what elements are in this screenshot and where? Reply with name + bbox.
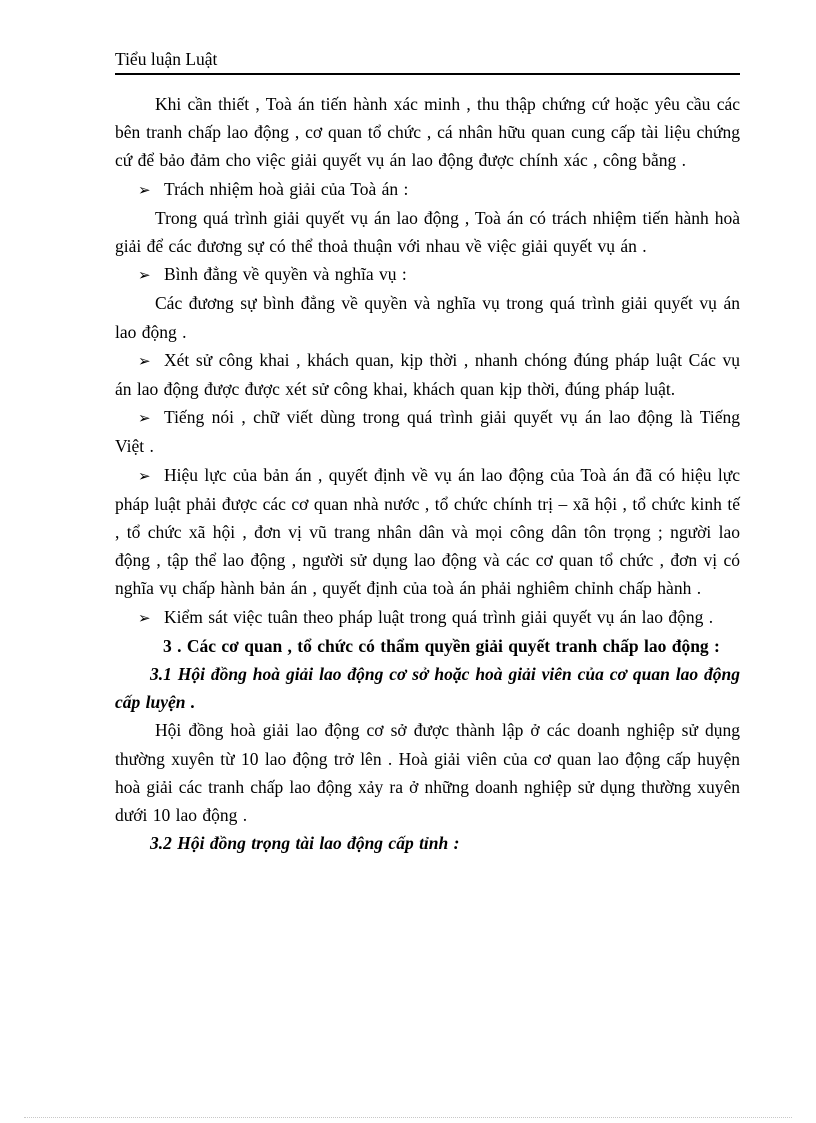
paragraph-equal-rights: Các đương sự bình đẳng về quyền và nghĩa vụ trong quá trình giải quyết vụ án lao động .: [115, 293, 740, 342]
document-title: Tiểu luận Luật: [115, 49, 218, 69]
bullet-text: Tiếng nói , chữ viết dùng trong quá trình giải quyết vụ án lao động là Tiếng Việt .: [115, 407, 740, 457]
bullet-text: Kiểm sát việc tuân theo pháp luật trong quá trình giải quyết vụ án lao động .: [164, 606, 714, 627]
bullet-public-trial: [115, 346, 740, 403]
bullet-text: Xét sử công khai , khách quan, kịp thời , nhanh chóng đúng pháp luật Các vụ án lao động được được xét sử công khai, khách quan kịp thời, đúng pháp luật.: [115, 349, 740, 400]
arrowhead-bullet-icon: ➢: [138, 180, 151, 199]
bullet-language: [115, 403, 740, 460]
bullet-text: Trách nhiệm hoà giải của Toà án :: [164, 178, 409, 199]
bullet-equal-rights: [115, 260, 740, 289]
bullet-conciliation-responsibility: [115, 175, 740, 204]
paragraph-evidence-collection: Khi cần thiết , Toà án tiến hành xác minh , thu thập chứng cứ hoặc yêu cầu các bên tranh chấp lao động , cơ quan tổ chức , cá nhân hữu quan cung cấp tài liệu chứng cứ để bảo đảm cho việc giải quyết vụ án lao động được chính xác , công bằng .: [115, 94, 740, 171]
paragraph-conciliation: Trong quá trình giải quyết vụ án lao động , Toà án có trách nhiệm tiến hành hoà giải để các đương sự có thể thoả thuận với nhau về việc giải quyết vụ án .: [115, 207, 740, 257]
arrowhead-bullet-icon: ➢: [138, 266, 151, 285]
subsection-3-2-heading: 3.2 Hội đồng trọng tài lao động cấp tỉnh :: [150, 833, 460, 854]
subsection-3-1-heading: 3.1 Hội đồng hoà giải lao động cơ sở hoặc hoà giải viên của cơ quan lao động cấp luyện .: [115, 664, 740, 713]
bullet-judgment-validity: [115, 461, 740, 603]
bullet-law-supervision: [115, 603, 740, 632]
arrowhead-bullet-icon: ➢: [138, 466, 151, 485]
arrowhead-bullet-icon: ➢: [138, 608, 151, 627]
paragraph-council-conciliation: Hội đồng hoà giải lao động cơ sở được thành lập ở các doanh nghiệp sử dụng thường xuyên từ 10 lao động trở lên . Hoà giải viên của cơ quan lao động cấp huyện hoà giải các tranh chấp lao động xảy ra ở những doanh nghiệp sử dụng thường xuyên dưới 10 lao động .: [115, 720, 740, 826]
arrowhead-bullet-icon: ➢: [138, 351, 151, 370]
arrowhead-bullet-icon: ➢: [138, 409, 151, 428]
page-bottom-divider: [24, 1117, 792, 1118]
bullet-text: Hiệu lực của bản án , quyết định về vụ án lao động của Toà án đã có hiệu lực pháp luật phải được các cơ quan nhà nước , tổ chức chính trị – xã hội , tổ chức kinh tế , tổ chức xã hội , đơn vị vũ trang nhân dân và mọi công dân tôn trọng ; người lao động , tập thể lao động , người sử dụng lao động và các cơ quan tổ chức , đơn vị có nghĩa vụ chấp hành bản án , quyết định của toà án phải nghiêm chỉnh chấp hành .: [115, 464, 740, 599]
section-3-heading: 3 . Các cơ quan , tổ chức có thẩm quyền giải quyết tranh chấp lao động :: [163, 635, 720, 656]
document-body: [115, 90, 740, 857]
bullet-text: Bình đẳng về quyền và nghĩa vụ :: [164, 264, 407, 285]
page-header: [115, 48, 740, 75]
